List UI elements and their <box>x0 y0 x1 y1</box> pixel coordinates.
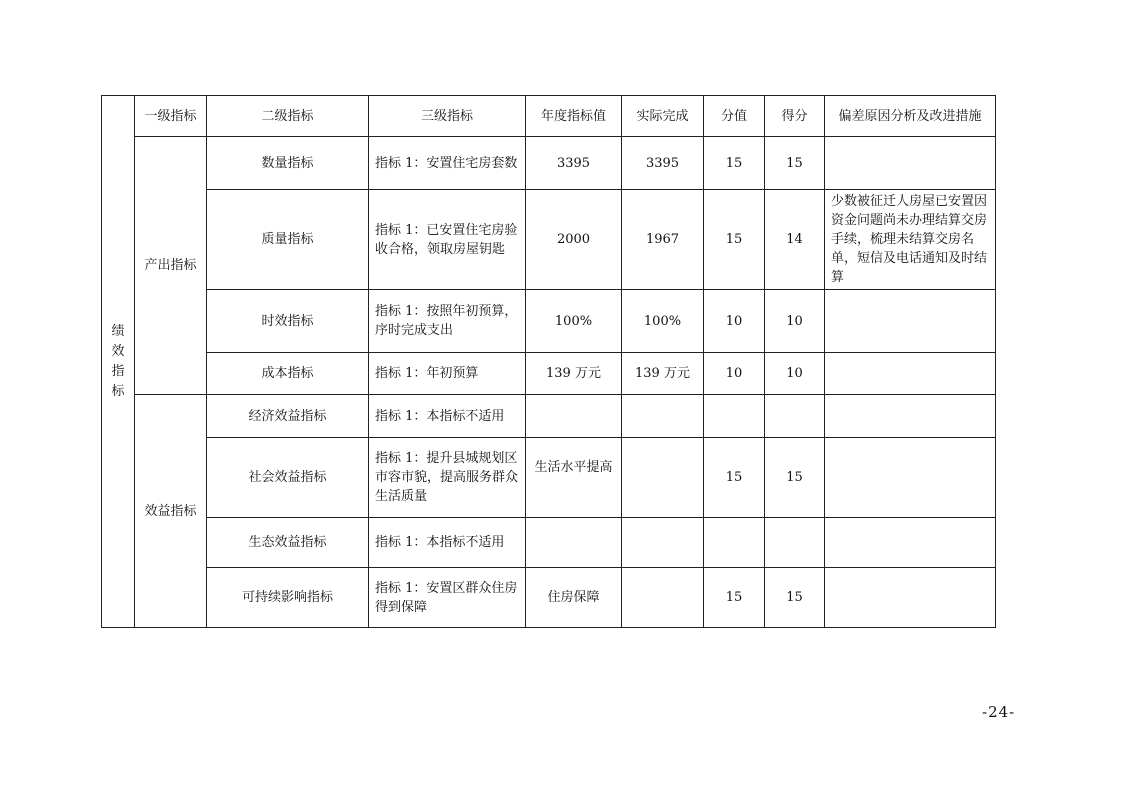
target-cell: 100% <box>526 290 622 353</box>
actual-cell: 3395 <box>622 137 704 190</box>
score-cell: 15 <box>765 137 825 190</box>
page-number: -24- <box>982 703 1016 721</box>
header-level2: 二级指标 <box>207 96 369 137</box>
header-score: 得分 <box>765 96 825 137</box>
table-row <box>102 190 996 290</box>
level3-cell: 指标 1：本指标不适用 <box>369 395 526 438</box>
target-cell <box>526 518 622 568</box>
level2-cell: 社会效益指标 <box>207 438 369 518</box>
table-row <box>102 518 996 568</box>
level2-cell: 可持续影响指标 <box>207 568 369 628</box>
performance-table <box>101 95 996 628</box>
actual-cell <box>622 568 704 628</box>
target-cell <box>526 395 622 438</box>
score-value-cell <box>704 518 765 568</box>
target-cell: 139 万元 <box>526 353 622 395</box>
target-cell: 生活水平提高 <box>526 438 622 518</box>
target-cell: 住房保障 <box>526 568 622 628</box>
level2-cell: 质量指标 <box>207 190 369 290</box>
level2-cell: 经济效益指标 <box>207 395 369 438</box>
actual-cell <box>622 518 704 568</box>
score-cell: 10 <box>765 353 825 395</box>
actual-cell <box>622 438 704 518</box>
header-deviation: 偏差原因分析及改进措施 <box>825 96 996 137</box>
table-row <box>102 353 996 395</box>
table-row <box>102 290 996 353</box>
deviation-cell <box>825 568 996 628</box>
score-value-cell: 10 <box>704 290 765 353</box>
header-target: 年度指标值 <box>526 96 622 137</box>
level3-cell: 指标 1：按照年初预算，序时完成支出 <box>369 290 526 353</box>
score-cell: 15 <box>765 568 825 628</box>
header-level1: 一级指标 <box>135 96 207 137</box>
actual-cell <box>622 395 704 438</box>
header-row <box>102 96 996 137</box>
deviation-cell: 少数被征迁人房屋已安置因资金问题尚未办理结算交房手续，梳理未结算交房名单，短信及电话通知及时结算 <box>825 190 996 290</box>
score-cell: 10 <box>765 290 825 353</box>
score-value-cell <box>704 395 765 438</box>
target-cell: 2000 <box>526 190 622 290</box>
score-cell: 14 <box>765 190 825 290</box>
table-row <box>102 137 996 190</box>
level3-cell: 指标 1：年初预算 <box>369 353 526 395</box>
level2-cell: 成本指标 <box>207 353 369 395</box>
deviation-cell <box>825 438 996 518</box>
score-cell: 15 <box>765 438 825 518</box>
level3-cell: 指标 1：本指标不适用 <box>369 518 526 568</box>
table-row <box>102 568 996 628</box>
category-cell <box>102 96 135 628</box>
level2-cell: 生态效益指标 <box>207 518 369 568</box>
score-value-cell: 10 <box>704 353 765 395</box>
header-score-value: 分值 <box>704 96 765 137</box>
deviation-cell <box>825 290 996 353</box>
deviation-cell <box>825 137 996 190</box>
category-label: 绩效指标 <box>111 323 125 399</box>
header-actual: 实际完成 <box>622 96 704 137</box>
level2-cell: 数量指标 <box>207 137 369 190</box>
deviation-cell <box>825 518 996 568</box>
deviation-cell <box>825 395 996 438</box>
level3-cell: 指标 1：安置区群众住房得到保障 <box>369 568 526 628</box>
score-cell <box>765 518 825 568</box>
table-row <box>102 395 996 438</box>
actual-cell: 139 万元 <box>622 353 704 395</box>
level1-output: 产出指标 <box>135 137 207 395</box>
score-value-cell: 15 <box>704 190 765 290</box>
level1-benefit: 效益指标 <box>135 395 207 628</box>
level3-cell: 指标 1：已安置住宅房验收合格，领取房屋钥匙 <box>369 190 526 290</box>
score-value-cell: 15 <box>704 568 765 628</box>
table-row <box>102 438 996 518</box>
level2-cell: 时效指标 <box>207 290 369 353</box>
score-value-cell: 15 <box>704 438 765 518</box>
score-value-cell: 15 <box>704 137 765 190</box>
header-level3: 三级指标 <box>369 96 526 137</box>
actual-cell: 1967 <box>622 190 704 290</box>
level3-cell: 指标 1：提升县城规划区市容市貌，提高服务群众生活质量 <box>369 438 526 518</box>
actual-cell: 100% <box>622 290 704 353</box>
level3-cell: 指标 1：安置住宅房套数 <box>369 137 526 190</box>
score-cell <box>765 395 825 438</box>
target-cell: 3395 <box>526 137 622 190</box>
deviation-cell <box>825 353 996 395</box>
